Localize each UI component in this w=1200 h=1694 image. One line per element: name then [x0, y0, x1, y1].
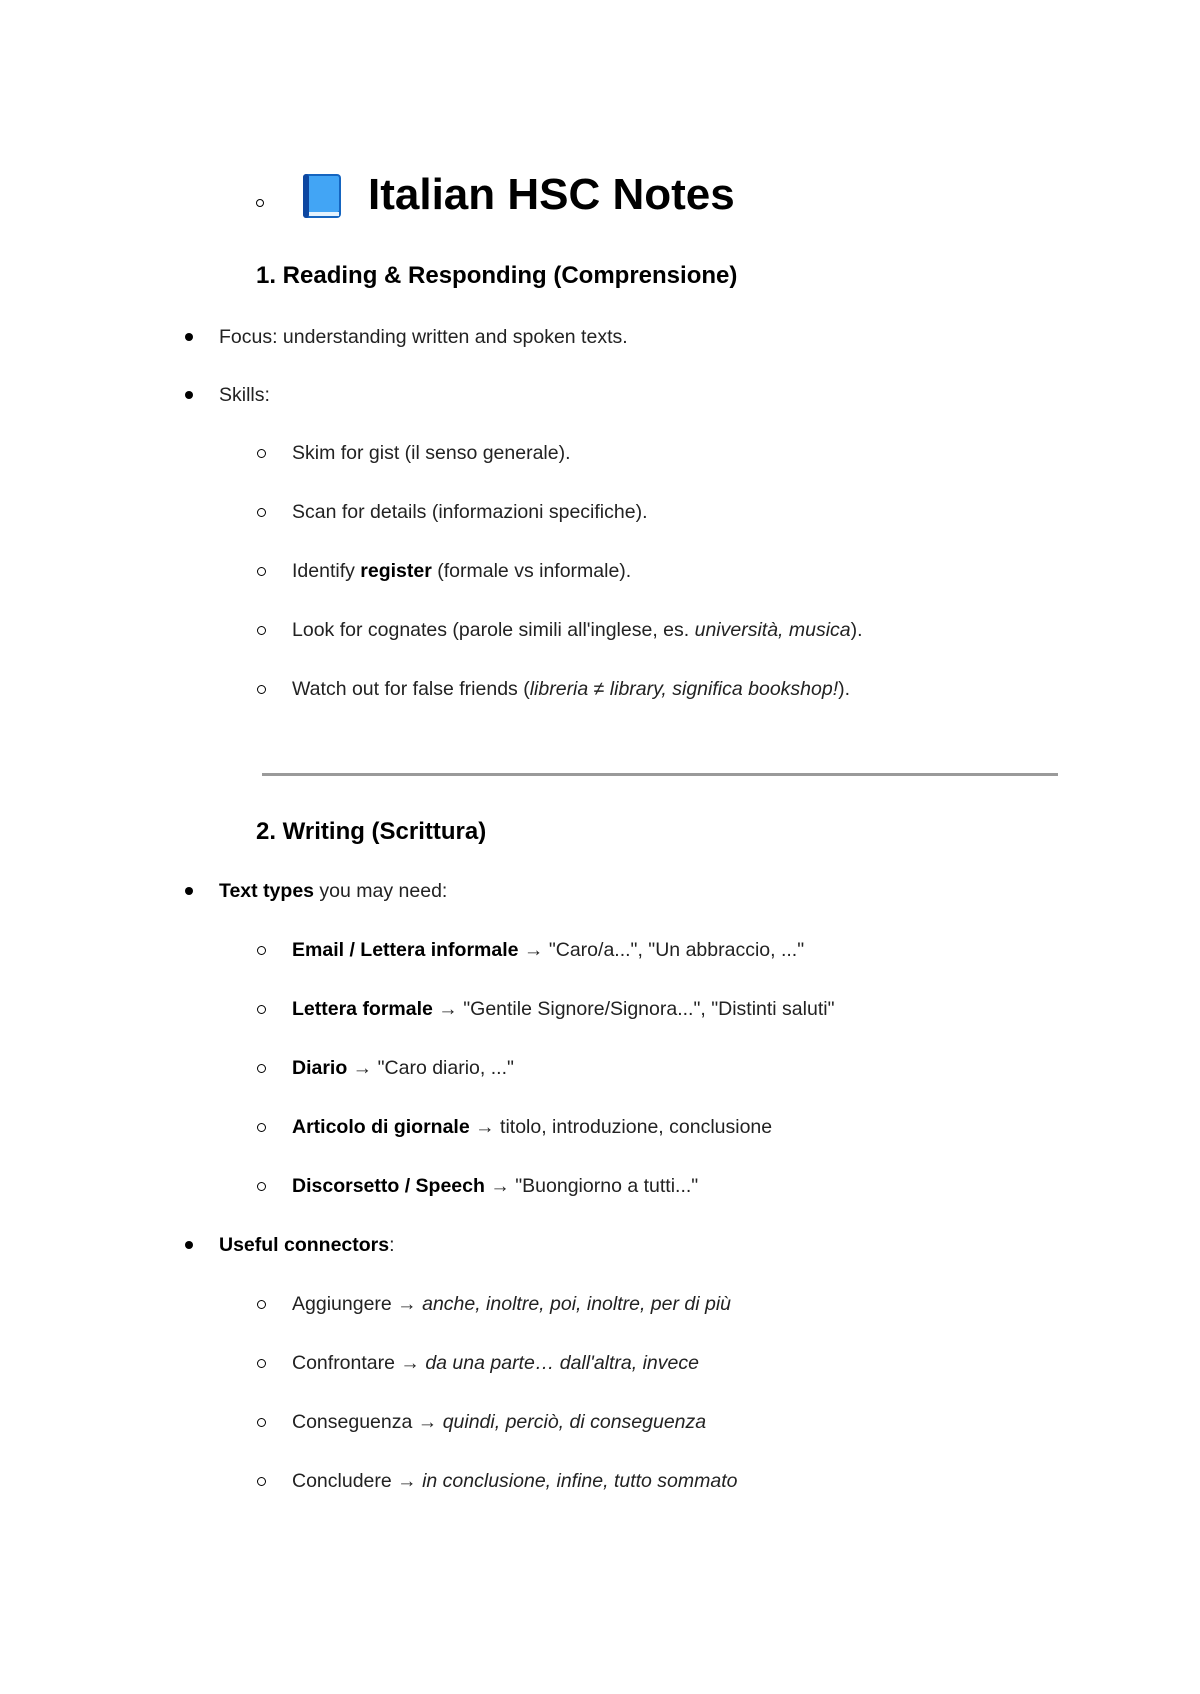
book-icon — [302, 173, 342, 219]
circle-bullet-icon — [257, 449, 266, 458]
text-type-item: Lettera formale → "Gentile Signore/Signora...", "Distinti saluti" — [292, 998, 835, 1020]
text-type-item: Email / Lettera informale → "Caro/a...", "Un abbraccio, ..." — [292, 939, 805, 961]
circle-bullet-icon — [257, 1005, 266, 1014]
circle-bullet-icon — [257, 1477, 266, 1486]
bullet-dot-icon — [185, 391, 193, 399]
connector-item: Concludere → in conclusione, infine, tutto sommato — [292, 1470, 738, 1492]
section-divider — [262, 773, 1058, 776]
circle-bullet-icon — [257, 1418, 266, 1427]
circle-bullet-icon — [257, 685, 266, 694]
circle-bullet-icon — [257, 1182, 266, 1191]
skill-item: Watch out for false friends (libreria ≠ library, significa bookshop!). — [292, 678, 851, 700]
skill-item: Look for cognates (parole simili all'inglese, es. università, musica). — [292, 619, 863, 641]
text-type-item: Articolo di giornale → titolo, introduzione, conclusione — [292, 1116, 773, 1138]
skill-item: Identify register (formale vs informale). — [292, 560, 632, 582]
text-type-item: Diario → "Caro diario, ..." — [292, 1057, 514, 1079]
bullet-dot-icon — [185, 887, 193, 895]
circle-bullet-icon — [256, 199, 264, 207]
circle-bullet-icon — [257, 626, 266, 635]
connector-item: Conseguenza → quindi, perciò, di conseguenza — [292, 1411, 707, 1433]
page-title: Italian HSC Notes — [368, 170, 735, 219]
section2-heading: 2. Writing (Scrittura) — [256, 818, 487, 845]
circle-bullet-icon — [257, 567, 266, 576]
text-types-item: Text types you may need: — [219, 880, 448, 902]
circle-bullet-icon — [257, 946, 266, 955]
focus-item: Focus: understanding written and spoken texts. — [219, 326, 628, 348]
circle-bullet-icon — [257, 1123, 266, 1132]
text-type-item: Discorsetto / Speech → "Buongiorno a tutti..." — [292, 1175, 699, 1197]
bullet-dot-icon — [185, 1241, 193, 1249]
bullet-dot-icon — [185, 333, 193, 341]
circle-bullet-icon — [257, 1064, 266, 1073]
circle-bullet-icon — [257, 1300, 266, 1309]
connectors-item: Useful connectors: — [219, 1234, 395, 1256]
skill-item: Scan for details (informazioni specifiche). — [292, 501, 648, 523]
section1-heading: 1. Reading & Responding (Comprensione) — [256, 262, 738, 289]
circle-bullet-icon — [257, 1359, 266, 1368]
skill-item: Skim for gist (il senso generale). — [292, 442, 571, 464]
circle-bullet-icon — [257, 508, 266, 517]
skills-label: Skills: — [219, 384, 270, 406]
connector-item: Aggiungere → anche, inoltre, poi, inoltre, per di più — [292, 1293, 732, 1315]
connector-item: Confrontare → da una parte… dall'altra, invece — [292, 1352, 699, 1374]
